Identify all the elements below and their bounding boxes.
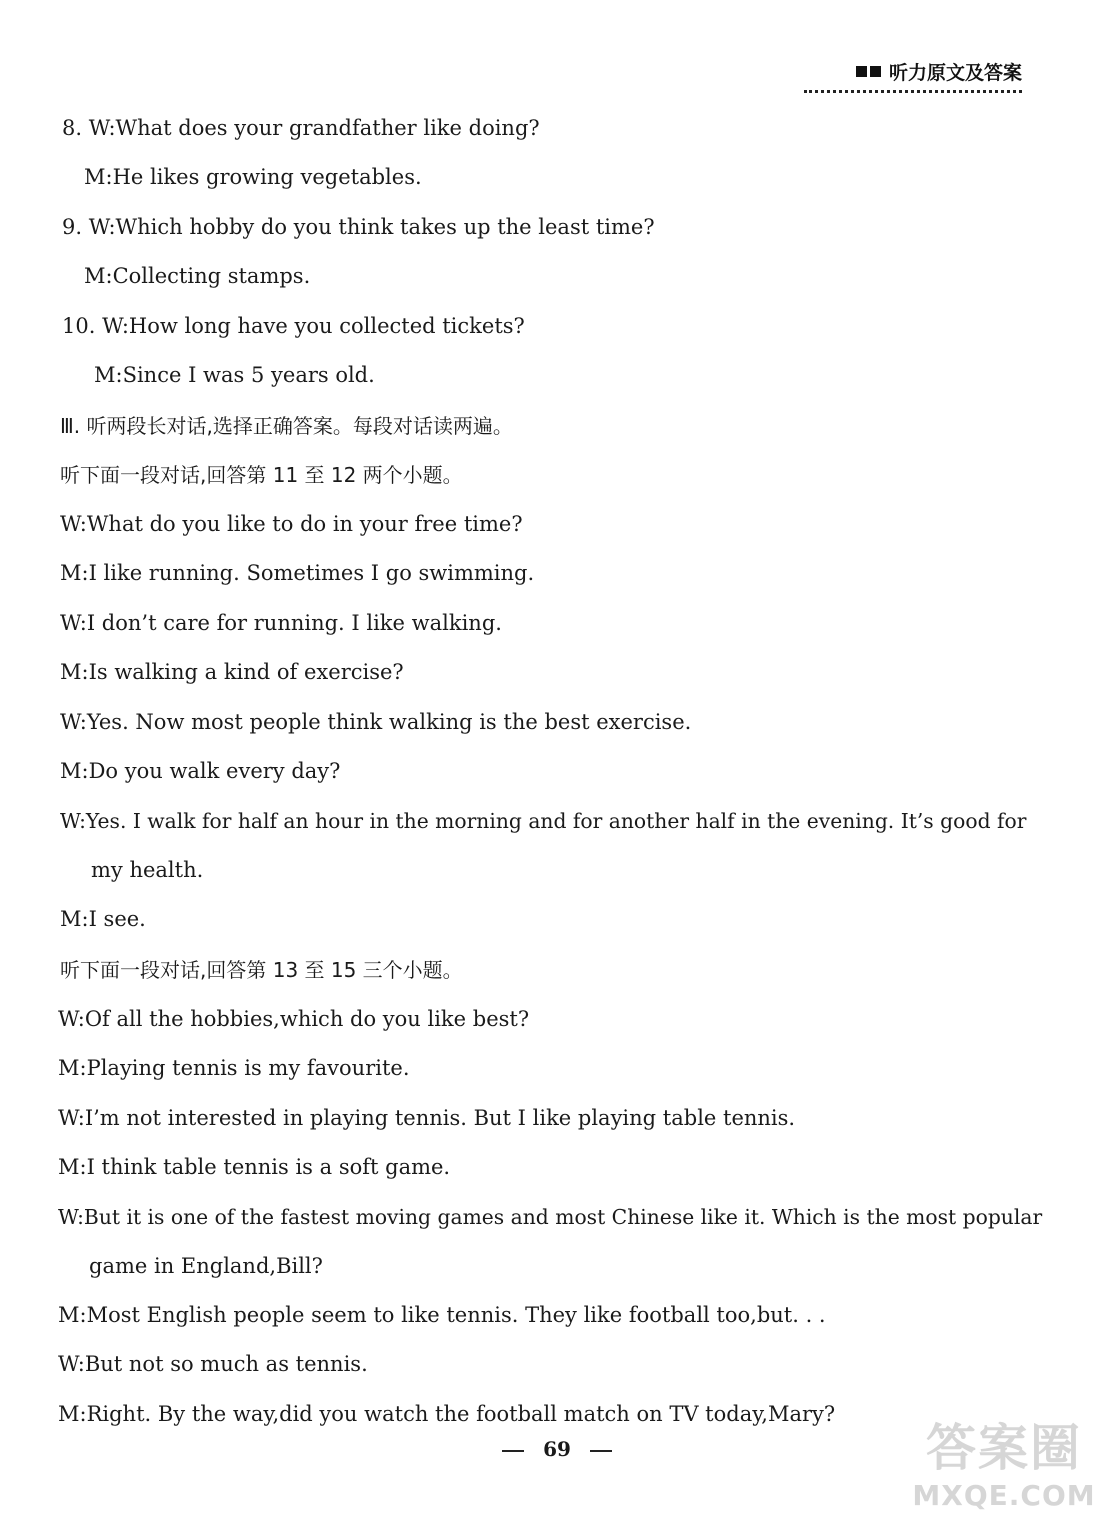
dialogue-line: M:I see. [60,907,146,931]
footer-dash-right [590,1450,612,1452]
header-squares-icon [856,66,881,77]
dialogue-line: W:I’m not interested in playing tennis. But I like playing table tennis. [58,1106,796,1130]
watermark-logo-text: 答案圈 [926,1419,1082,1477]
dialogue-line-continuation: game in England,Bill? [89,1254,323,1278]
section-heading: Ⅲ. 听两段长对话,选择正确答案。每段对话读两遍。 [60,414,513,438]
running-header [856,58,1022,85]
header-dotted-rule [804,90,1022,93]
header-title: 听力原文及答案 [888,62,1022,84]
dialogue-line: M:Do you walk every day? [60,759,341,783]
dialogue-line: M:I think table tennis is a soft game. [58,1155,451,1179]
dialogue-line: M:Playing tennis is my favourite. [58,1056,410,1080]
footer-dash-left [502,1450,524,1452]
dialogue-line: M:Right. By the way,did you watch the football match on TV today,Mary? [58,1402,836,1426]
line-q10-w: 10. W:How long have you collected tickets? [62,314,525,338]
dialogue-line: W:Yes. Now most people think walking is the best exercise. [60,710,692,734]
dialogue-line: W:What do you like to do in your free time? [60,512,523,536]
line-q9-w: 9. W:Which hobby do you think takes up the least time? [62,215,655,239]
line-q9-m: M:Collecting stamps. [84,264,311,288]
dialogue-instruction: 听下面一段对话,回答第 13 至 15 三个小题。 [60,958,463,982]
line-q10-m: M:Since I was 5 years old. [94,363,375,387]
dialogue-instruction: 听下面一段对话,回答第 11 至 12 两个小题。 [60,463,463,487]
dialogue-line: W:Of all the hobbies,which do you like best? [58,1007,530,1031]
dialogue-line: W:Yes. I walk for half an hour in the morning and for another half in the evening. It’s good for [60,809,1027,833]
dialogue-line: W:I don’t care for running. I like walking. [60,611,502,635]
dialogue-line: M:Is walking a kind of exercise? [60,660,404,684]
line-q8-w: 8. W:What does your grandfather like doing? [62,116,540,140]
watermark-site: MXQE.COM [912,1479,1096,1512]
page-number: 69 [543,1437,571,1461]
dialogue-line: M:I like running. Sometimes I go swimming. [60,561,535,585]
dialogue-line: W:But it is one of the fastest moving games and most Chinese like it. Which is the most popular [58,1205,1043,1229]
dialogue-line: W:But not so much as tennis. [58,1352,368,1376]
dialogue-line: M:Most English people seem to like tennis. They like football too,but. . . [58,1303,826,1327]
line-q8-m: M:He likes growing vegetables. [84,165,422,189]
watermark-logo [904,1416,1104,1534]
dialogue-line-continuation: my health. [91,858,204,882]
